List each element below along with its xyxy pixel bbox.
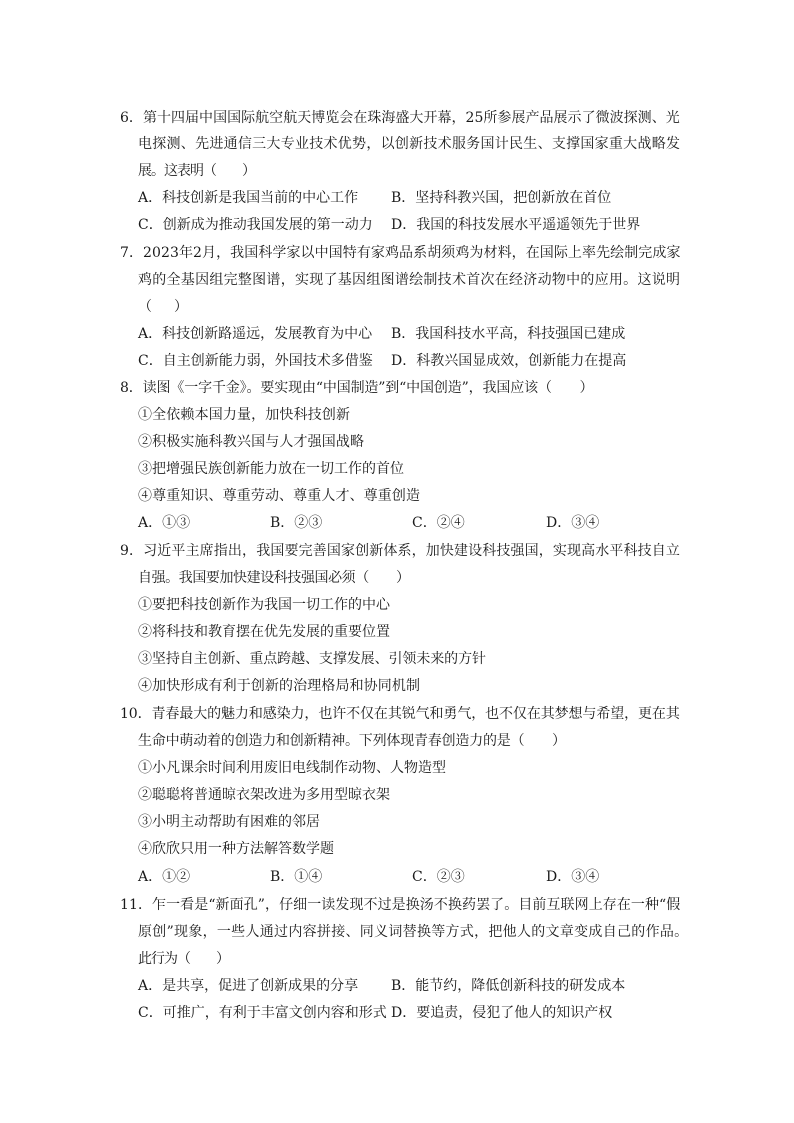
answer-option: B．坚持科教兴国，把创新放在首位 xyxy=(391,190,612,206)
question-text-line: ③小明主动帮助有困难的邻居 xyxy=(138,814,320,830)
answer-option: A．①② xyxy=(138,869,191,885)
answer-option: B．①④ xyxy=(270,869,323,885)
question-text-line: ②积极实施科教兴国与人才强国战略 xyxy=(138,434,365,450)
answer-option: A．是共享，促进了创新成果的分享 xyxy=(138,978,359,994)
question-text-line: 展。这表明（ ） xyxy=(138,163,255,179)
question-text-line: ③把增强民族创新能力放在一切工作的首位 xyxy=(138,461,404,477)
answer-option: A．科技创新是我国当前的中心工作 xyxy=(138,190,359,206)
question-text-line: ④尊重知识、尊重劳动、尊重人才、尊重创造 xyxy=(138,488,421,504)
question-text-line: 生命中萌动着的创造力和创新精神。下列体现青春创造力的是（ ） xyxy=(138,733,566,749)
answer-option: C．自主创新能力弱，外国技术多借鉴 xyxy=(138,353,373,369)
question-text-line: ①全依赖本国力量，加快科技创新 xyxy=(138,407,351,423)
answer-option: B．②③ xyxy=(270,515,323,531)
answer-option: D．③④ xyxy=(546,515,600,531)
answer-option: D．要追责，侵犯了他人的知识产权 xyxy=(391,1005,613,1021)
answer-option: D．③④ xyxy=(546,869,600,885)
question-stem-line: 7．2023年2月，我国科学家以中国特有家鸡品系胡须鸡为材料，在国际上率先绘制完成家 xyxy=(120,245,681,261)
answer-option: B．我国科技水平高，科技强国已建成 xyxy=(391,326,626,342)
answer-option: C．可推广，有利于丰富文创内容和形式 xyxy=(138,1005,387,1021)
question-text-line: ④欣欣只用一种方法解答数学题 xyxy=(138,841,334,857)
question-stem-line: 10．青春最大的魅力和感染力，也许不仅在其锐气和勇气，也不仅在其梦想与希望，更在其 xyxy=(120,706,680,722)
answer-option: C．创新成为推动我国发展的第一动力 xyxy=(138,217,373,233)
question-text-line: 鸡的全基因组完整图谱，实现了基因组图谱绘制技术首次在经济动物中的应用。这说明 xyxy=(138,272,681,288)
question-text-line: 电探测、先进通信三大专业技术优势，以创新技术服务国计民生、支撑国家重大战略发 xyxy=(138,136,681,152)
answer-option: D．科教兴国显成效，创新能力在提高 xyxy=(391,353,627,369)
question-text-line: ①要把科技创新作为我国一切工作的中心 xyxy=(138,597,390,613)
answer-option: B．能节约，降低创新科技的研发成本 xyxy=(391,978,626,994)
answer-option: A．①③ xyxy=(138,515,191,531)
question-text-line: ②将科技和教育摆在优先发展的重要位置 xyxy=(138,624,390,640)
question-text-line: ②聪聪将普通晾衣架改进为多用型晾衣架 xyxy=(138,787,390,803)
question-text-line: ④加快形成有利于创新的治理格局和协同机制 xyxy=(138,678,421,694)
question-stem-line: 6．第十四届中国国际航空航天博览会在珠海盛大开幕，25所参展产品展示了微波探测、光 xyxy=(120,110,680,126)
question-text-line: 原创”现象，一些人通过内容拼接、同义词替换等方式，把他人的文章变成自己的作品。 xyxy=(138,924,689,940)
answer-option: C．②④ xyxy=(412,515,465,531)
answer-option: C．②③ xyxy=(412,869,465,885)
question-text-line: 此行为（ ） xyxy=(138,951,229,967)
question-text-line: （ ） xyxy=(138,299,186,315)
question-text-line: ③坚持自主创新、重点跨越、支撑发展、引领未来的方针 xyxy=(138,651,486,667)
question-stem-line: 8．读图《一字千金》。要实现由“中国制造”到“中国创造”，我国应该（ ） xyxy=(120,380,594,396)
question-stem-line: 11．乍一看是“新面孔”，仔细一读发现不过是换汤不换药罢了。目前互联网上存在一种“假 xyxy=(120,897,681,913)
answer-option: D．我国的科技发展水平遥遥领先于世界 xyxy=(391,217,641,233)
question-text-line: ①小凡课余时间利用废旧电线制作动物、人物造型 xyxy=(138,760,446,776)
answer-option: A．科技创新路遥远，发展教育为中心 xyxy=(138,326,373,342)
question-stem-line: 9．习近平主席指出，我国要完善国家创新体系，加快建设科技强国，实现高水平科技自立 xyxy=(120,543,681,559)
question-text-line: 自强。我国要加快建设科技强国必须（ ） xyxy=(138,570,410,586)
